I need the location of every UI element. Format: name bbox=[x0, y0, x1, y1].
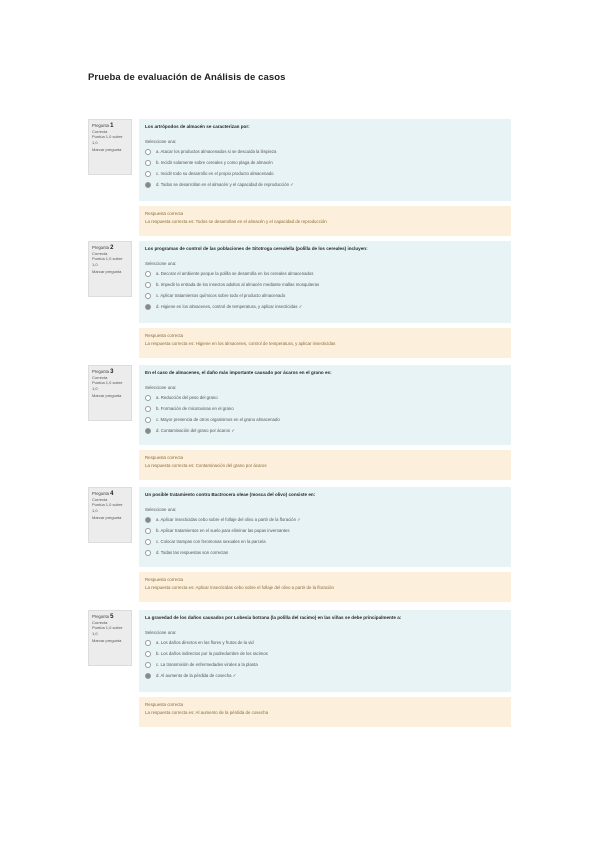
question-text: En el caso de almacenes, el daño más importante causado por ácaros en el grano es: bbox=[145, 370, 332, 375]
answer-option[interactable] bbox=[145, 425, 505, 436]
radio-button[interactable] bbox=[145, 517, 151, 523]
question-info bbox=[88, 365, 132, 421]
answer-option[interactable] bbox=[145, 670, 505, 681]
flag-question-link[interactable]: Marcar pregunta bbox=[92, 637, 122, 643]
answer-option[interactable] bbox=[145, 536, 505, 547]
feedback-text: La respuesta correcta es: Contaminación del grano por ácaros bbox=[145, 463, 267, 468]
answer-option-text: d. Contaminación del grano por ácaros ✓ bbox=[156, 427, 235, 433]
radio-button[interactable] bbox=[145, 417, 151, 423]
answer-option[interactable] bbox=[145, 268, 505, 279]
question-state: Correcta bbox=[92, 129, 108, 135]
answer-option-text: c. Incidir todo su desarrollo en el propio producto almacenado bbox=[156, 170, 274, 176]
answer-option-text: a. Atacar los productos almacenados si se descuida la limpieza bbox=[156, 148, 277, 154]
feedback-box bbox=[139, 572, 511, 602]
select-label: Seleccione una: bbox=[145, 385, 177, 390]
answer-option-text: b. Incidir solamente sobre cereales y como plaga de almacén bbox=[156, 159, 273, 165]
answer-option-text: a. Decorar el ambiente porque la polilla se desarrolla en los cereales almacenados bbox=[156, 270, 314, 276]
answer-option-text: d. Todas las respuestas son correctas bbox=[156, 549, 229, 555]
answer-option-text: d. Todos se desarrollan en el almacén y el capacidad de reproducción ✓ bbox=[156, 181, 294, 187]
question-number-value: 4 bbox=[110, 491, 114, 497]
radio-button[interactable] bbox=[145, 673, 151, 679]
select-label: Seleccione una: bbox=[145, 630, 177, 635]
question-number-value: 5 bbox=[110, 614, 114, 620]
answer-option[interactable] bbox=[145, 547, 505, 558]
question-body bbox=[139, 241, 511, 323]
answer-option[interactable] bbox=[145, 414, 505, 425]
radio-button[interactable] bbox=[145, 182, 151, 188]
feedback-text: La respuesta correcta es: Higiene en los almacenes, control de temperatura, y aplicar insecticidas bbox=[145, 341, 336, 346]
question-info bbox=[88, 119, 132, 175]
answer-option-text: b. Impedir la entrada de los insectos adultos al almacén mediante mallas mosquiteras bbox=[156, 281, 320, 287]
answer-option[interactable] bbox=[145, 157, 505, 168]
radio-button[interactable] bbox=[145, 171, 151, 177]
answer-option-text: c. Aplicar tratamientos químicos sobre todo el producto almacenado bbox=[156, 292, 286, 298]
answer-option-text: a. Los daños directos en las flores y frutos de la vid bbox=[156, 639, 254, 645]
question-score: Puntúa 1,0 sobre 1,0 bbox=[92, 256, 123, 267]
question-number-value: 1 bbox=[110, 123, 114, 129]
question-text: Los programas de control de las poblaciones de Sitotroga cerealella (polilla de los cereales) incluyen: bbox=[145, 246, 368, 251]
question-label: Pregunta bbox=[92, 614, 109, 619]
question-score: Puntúa 1,0 sobre 1,0 bbox=[92, 380, 123, 391]
answer-option[interactable] bbox=[145, 392, 505, 403]
radio-button[interactable] bbox=[145, 662, 151, 668]
select-label: Seleccione una: bbox=[145, 261, 177, 266]
question-number-value: 3 bbox=[110, 369, 114, 375]
feedback-title: Respuesta correcta bbox=[145, 455, 184, 460]
answer-option-text: b. Aplicar tratamientos en el suelo para eliminar las pupas invernantes bbox=[156, 527, 290, 533]
feedback-box bbox=[139, 206, 511, 236]
feedback-box bbox=[139, 450, 511, 480]
answer-option[interactable] bbox=[145, 179, 505, 190]
radio-button[interactable] bbox=[145, 550, 151, 556]
feedback-title: Respuesta correcta bbox=[145, 577, 184, 582]
question-score: Puntúa 1,0 sobre 1,0 bbox=[92, 625, 123, 636]
flag-question-link[interactable]: Marcar pregunta bbox=[92, 268, 122, 274]
question-text: Los artrópodos de almacén se caracterizan por: bbox=[145, 124, 250, 129]
answer-option[interactable] bbox=[145, 279, 505, 290]
radio-button[interactable] bbox=[145, 271, 151, 277]
answer-option[interactable] bbox=[145, 301, 505, 312]
question-info bbox=[88, 610, 132, 666]
feedback-title: Respuesta correcta bbox=[145, 333, 184, 338]
answer-option-text: a. Reducción del peso del grano bbox=[156, 394, 218, 400]
question-text: La gravedad de los daños causados por Lobesia botrana (la polilla del racimo) en las viñas se debe principalmente a: bbox=[145, 615, 402, 620]
question-number-value: 2 bbox=[110, 245, 114, 251]
answer-option[interactable] bbox=[145, 514, 505, 525]
answer-option-text: c. Mayor presencia de otros organismos en el grano almacenado bbox=[156, 416, 280, 422]
question-state: Correcta bbox=[92, 251, 108, 257]
answer-option-text: d. Higiene en los almacenes, control de temperatura, y aplicar insecticidas ✓ bbox=[156, 303, 303, 309]
radio-button[interactable] bbox=[145, 539, 151, 545]
feedback-title: Respuesta correcta bbox=[145, 702, 184, 707]
radio-button[interactable] bbox=[145, 304, 151, 310]
question-score: Puntúa 1,0 sobre 1,0 bbox=[92, 502, 123, 513]
question-label: Pregunta bbox=[92, 123, 109, 128]
feedback-box bbox=[139, 697, 511, 727]
question-label: Pregunta bbox=[92, 491, 109, 496]
radio-button[interactable] bbox=[145, 406, 151, 412]
answer-option[interactable] bbox=[145, 648, 505, 659]
question-state: Correcta bbox=[92, 620, 108, 626]
select-label: Seleccione una: bbox=[145, 507, 177, 512]
radio-button[interactable] bbox=[145, 395, 151, 401]
answer-option[interactable] bbox=[145, 403, 505, 414]
flag-question-link[interactable]: Marcar pregunta bbox=[92, 392, 122, 398]
radio-button[interactable] bbox=[145, 640, 151, 646]
feedback-text: La respuesta correcta es: Todos se desarrollan en el almacén y el capacidad de reproducción bbox=[145, 219, 327, 224]
question-state: Correcta bbox=[92, 375, 108, 381]
answer-option[interactable] bbox=[145, 525, 505, 536]
answer-option-text: b. Los daños indirectos por la podredumbre de los racimos bbox=[156, 650, 268, 656]
question-body bbox=[139, 610, 511, 692]
question-label: Pregunta bbox=[92, 369, 109, 374]
answer-option[interactable] bbox=[145, 290, 505, 301]
feedback-text: La respuesta correcta es: Aplicar insecticidas cebo sobre el follaje del olivo a partir de la floración bbox=[145, 585, 334, 590]
question-text: Un posible tratamiento contra Bactrocera oleae (mosca del olivo) consiste en: bbox=[145, 492, 316, 497]
answer-option-text: d. Al aumento de la pérdida de cosecha ✓ bbox=[156, 672, 237, 678]
select-label: Seleccione una: bbox=[145, 139, 177, 144]
question-state: Correcta bbox=[92, 497, 108, 503]
answer-option-text: c. Colocar trampas con feromonas sexuales en la parcela bbox=[156, 538, 266, 544]
question-label: Pregunta bbox=[92, 245, 109, 250]
page-title: Prueba de evaluación de Análisis de casos bbox=[88, 72, 286, 83]
answer-option-text: b. Formación de micotoxinas en el grano bbox=[156, 405, 234, 411]
question-info bbox=[88, 487, 132, 543]
question-body bbox=[139, 119, 511, 201]
answer-option[interactable] bbox=[145, 637, 505, 648]
radio-button[interactable] bbox=[145, 282, 151, 288]
answer-option[interactable] bbox=[145, 659, 505, 670]
radio-button[interactable] bbox=[145, 160, 151, 166]
radio-button[interactable] bbox=[145, 428, 151, 434]
question-score: Puntúa 1,0 sobre 1,0 bbox=[92, 134, 123, 145]
feedback-box bbox=[139, 328, 511, 358]
flag-question-link[interactable]: Marcar pregunta bbox=[92, 514, 122, 520]
flag-question-link[interactable]: Marcar pregunta bbox=[92, 146, 122, 152]
answer-option-text: a. Aplicar insecticidas cebo sobre el follaje del olivo a partir de la floración ✓ bbox=[156, 516, 301, 522]
feedback-text: La respuesta correcta es: Al aumento de la pérdida de cosecha bbox=[145, 710, 269, 715]
radio-button[interactable] bbox=[145, 293, 151, 299]
radio-button[interactable] bbox=[145, 528, 151, 534]
radio-button[interactable] bbox=[145, 149, 151, 155]
answer-option[interactable] bbox=[145, 146, 505, 157]
question-body bbox=[139, 487, 511, 567]
answer-option-text: c. La transmisión de enfermedades virales a la planta bbox=[156, 661, 258, 667]
radio-button[interactable] bbox=[145, 651, 151, 657]
answer-option[interactable] bbox=[145, 168, 505, 179]
question-body bbox=[139, 365, 511, 445]
question-info bbox=[88, 241, 132, 297]
feedback-title: Respuesta correcta bbox=[145, 211, 184, 216]
